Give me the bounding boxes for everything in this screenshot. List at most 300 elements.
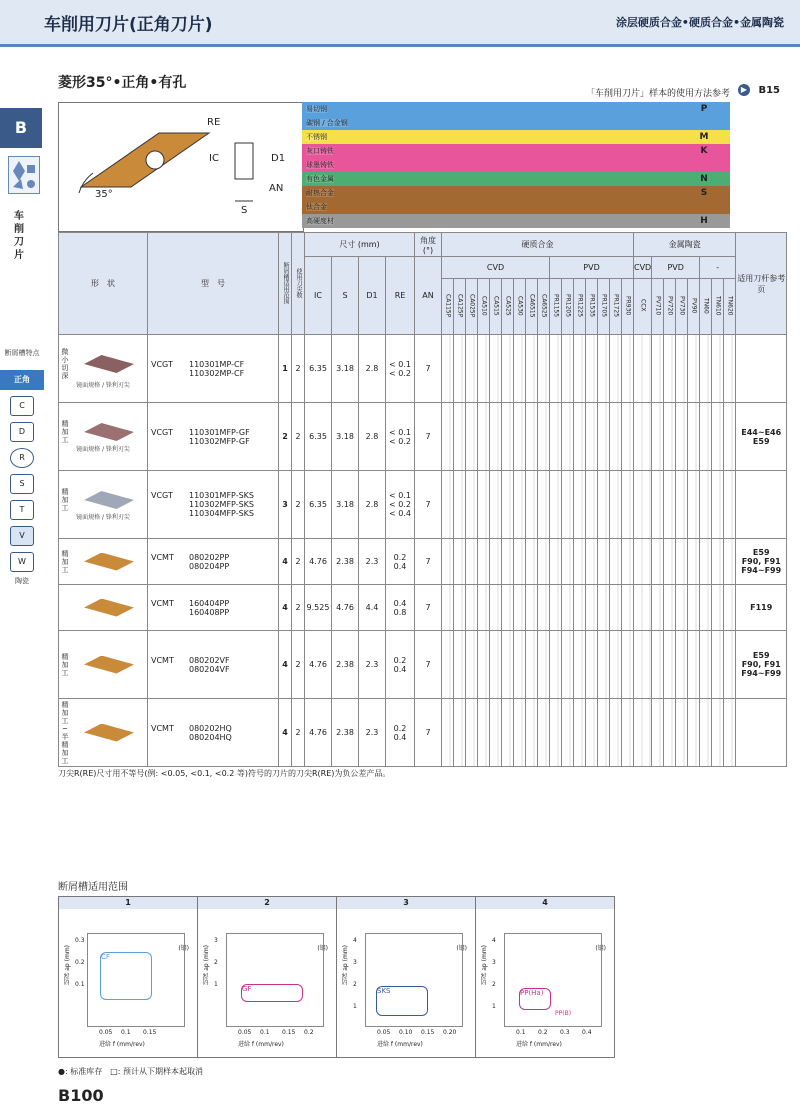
grade-label: TN60 — [702, 297, 710, 314]
grade-cell — [466, 471, 478, 539]
nav-ceramic[interactable]: 陶瓷 — [15, 577, 29, 585]
insert-diagram — [58, 102, 304, 232]
grade-cell — [598, 699, 610, 767]
region-label: GF — [242, 985, 252, 993]
grade-cell — [712, 699, 724, 767]
cell-d1: 2.8 — [359, 335, 386, 403]
grade-cell — [634, 699, 652, 767]
cell-d1: 2.3 — [359, 699, 386, 767]
grade-cell — [466, 631, 478, 699]
grade-cell — [712, 403, 724, 471]
cell-edges: 2 — [292, 585, 305, 631]
grade-cell — [466, 403, 478, 471]
col-cermet-other: - — [700, 257, 736, 279]
dim-re: RE — [386, 257, 415, 335]
grade-cell — [676, 631, 688, 699]
grade-cell — [676, 585, 688, 631]
table-row — [59, 403, 787, 471]
grade-cell — [622, 335, 634, 403]
grade-cell — [676, 471, 688, 539]
arrow-icon[interactable]: ▶ — [738, 84, 750, 96]
grade-label: CA025P — [468, 293, 476, 318]
model-number[interactable]: 110301MFP-SKS 110302MFP-SKS 110304MFP-SKS — [189, 491, 254, 518]
cell-edges: 2 — [292, 403, 305, 471]
grade-cell — [550, 585, 562, 631]
grade-cell — [538, 403, 550, 471]
grade-cell — [442, 403, 454, 471]
material-row — [302, 214, 678, 228]
x-tick: 0.05 — [238, 1029, 252, 1036]
material-label: 易切钢 — [306, 105, 327, 113]
cell-d1: 2.8 — [359, 403, 386, 471]
footnote: 刀尖R(RE)尺寸用不等号(例: <0.05, <0.1, <0.2 等)符号的刀片的刀尖R(RE)为负公差产品。 — [58, 769, 391, 778]
cell-an: 7 — [415, 403, 442, 471]
nav-chipbreaker-features[interactable]: 断屑槽特点 — [4, 349, 40, 357]
nav-shape-s[interactable]: S — [10, 474, 34, 494]
cell-range: 4 — [279, 631, 292, 699]
legend: ●: 标准库存 □: 预计从下期样本起取消 — [58, 1067, 204, 1076]
grade-cell — [538, 335, 550, 403]
cell-an: 7 — [415, 539, 442, 585]
grade-cell — [598, 403, 610, 471]
y-tick: 0.1 — [75, 981, 85, 988]
usage-label: 精加工~半精加工 — [61, 700, 69, 765]
cell-re: < 0.1 < 0.2 — [386, 335, 415, 403]
material-code — [678, 116, 730, 130]
grade-cell — [562, 335, 574, 403]
material-label: 高硬度材 — [306, 217, 334, 225]
grade-cell — [442, 631, 454, 699]
range-region — [241, 984, 303, 1002]
range-region — [376, 986, 428, 1016]
y-tick: 3 — [214, 937, 218, 944]
grade-cell — [724, 699, 736, 767]
grade-label: CA125P — [456, 293, 464, 318]
product-table — [58, 232, 787, 767]
col-cermet-cvd: CVD — [634, 257, 652, 279]
grade-cell — [598, 471, 610, 539]
insert-image — [84, 724, 134, 742]
grade-label: PR930 — [624, 295, 632, 316]
material-label: 有色金属 — [306, 175, 334, 183]
material-row — [302, 102, 678, 116]
cell-an: 7 — [415, 631, 442, 699]
cell-an: 7 — [415, 335, 442, 403]
cell-ic: 6.35 — [305, 471, 332, 539]
grade-label: PR1155 — [552, 293, 560, 318]
grade-label: TN610 — [714, 295, 722, 316]
insert-caption: 镜面规格 / 锋利刃尖 — [76, 446, 130, 453]
grade-cell — [538, 631, 550, 699]
region-label: CF — [101, 953, 110, 961]
cell-ic: 4.76 — [305, 631, 332, 699]
cell-range: 2 — [279, 403, 292, 471]
re-label: RE — [207, 117, 221, 128]
cell-ic: 9.525 — [305, 585, 332, 631]
grade-cell — [478, 539, 490, 585]
grade-label: TN620 — [726, 295, 734, 316]
grade-cell — [574, 631, 586, 699]
table-row — [59, 539, 787, 585]
insert-type: VCMT — [151, 723, 174, 733]
grade-cell — [634, 403, 652, 471]
grade-cell — [622, 585, 634, 631]
col-carbide: 硬质合金 — [442, 233, 634, 257]
grade-cell — [610, 335, 622, 403]
grade-cell — [502, 585, 514, 631]
grade-cell — [688, 699, 700, 767]
panel-unit: (钢) — [178, 945, 189, 952]
grade-cell — [490, 539, 502, 585]
grade-label: PR1535 — [588, 293, 596, 318]
panel-number: 4 — [476, 897, 614, 909]
model-number[interactable]: 110301MP-CF 110302MP-CF — [189, 359, 245, 378]
material-code: N — [678, 172, 730, 186]
grade-cell — [514, 631, 526, 699]
grade-label: PR1225 — [576, 293, 584, 318]
table-row — [59, 335, 787, 403]
cell-range: 4 — [279, 585, 292, 631]
grade-cell — [598, 631, 610, 699]
grade-cell — [478, 631, 490, 699]
grade-cell — [454, 471, 466, 539]
grade-cell — [526, 699, 538, 767]
insert-image — [84, 355, 134, 373]
material-label: 耐热合金 — [306, 189, 334, 197]
grade-cell — [652, 699, 664, 767]
grade-cell — [652, 585, 664, 631]
cell-s: 3.18 — [332, 403, 359, 471]
grade-cell — [490, 471, 502, 539]
grade-cell — [634, 585, 652, 631]
y-tick: 3 — [353, 959, 357, 966]
x-axis-label: 进给 f (mm/rev) — [238, 1041, 284, 1048]
grade-cell — [586, 403, 598, 471]
x-tick: 0.10 — [399, 1029, 413, 1036]
grade-cell — [502, 699, 514, 767]
material-row — [302, 158, 678, 172]
material-label: 球墨铸铁 — [306, 161, 334, 169]
grade-cell — [478, 403, 490, 471]
col-range: 断屑槽适用范围 — [282, 261, 289, 304]
cell-an: 7 — [415, 585, 442, 631]
x-axis-label: 进给 f (mm/rev) — [377, 1041, 423, 1048]
x-tick: 0.05 — [99, 1029, 113, 1036]
cell-re: < 0.1 < 0.2 — [386, 403, 415, 471]
col-shape: 形 状 — [59, 233, 148, 335]
grade-cell — [664, 699, 676, 767]
nav-shape-t[interactable]: T — [10, 500, 34, 520]
grade-cell — [712, 631, 724, 699]
grade-cell — [454, 335, 466, 403]
model-number[interactable]: 080202HQ 080204HQ — [189, 723, 232, 742]
insert-type: VCMT — [151, 552, 174, 562]
grade-cell — [598, 335, 610, 403]
grade-cell — [442, 585, 454, 631]
insert-shapes-icon — [8, 156, 40, 194]
grade-cell — [712, 335, 724, 403]
grade-label: CA6525 — [540, 293, 548, 318]
page-title: 车削用刀片(正角刀片) — [44, 15, 213, 35]
cell-edges: 2 — [292, 335, 305, 403]
table-row — [59, 471, 787, 539]
cell-d1: 2.8 — [359, 471, 386, 539]
grade-cell — [676, 335, 688, 403]
cell-s: 2.38 — [332, 699, 359, 767]
grade-cell — [688, 585, 700, 631]
nav-shape-w[interactable]: W — [10, 552, 34, 572]
cell-s: 2.38 — [332, 631, 359, 699]
x-tick: 0.05 — [377, 1029, 391, 1036]
page-subtitle: 涂层硬质合金•硬质合金•金属陶瓷 — [615, 16, 784, 29]
material-row — [302, 116, 678, 130]
region-label-2: PP(B) — [555, 1010, 572, 1017]
grade-cell — [610, 471, 622, 539]
table-row — [59, 585, 787, 631]
grade-cell — [562, 699, 574, 767]
grade-label: CA515 — [492, 295, 500, 316]
grade-cell — [652, 539, 664, 585]
grade-cell — [526, 335, 538, 403]
material-row — [302, 130, 678, 144]
holder-refs[interactable] — [736, 471, 787, 539]
y-axis-label: 切深 ap (mm) — [203, 945, 210, 985]
grade-cell — [700, 631, 712, 699]
table-row — [59, 631, 787, 699]
grade-cell — [712, 471, 724, 539]
chipbreaker-panel — [475, 896, 615, 1058]
y-tick: 4 — [492, 937, 496, 944]
grade-cell — [622, 699, 634, 767]
range-region — [100, 952, 152, 1000]
grade-label: CA115P — [444, 293, 452, 318]
grade-cell — [586, 585, 598, 631]
grade-cell — [454, 585, 466, 631]
insert-type: VCGT — [151, 359, 173, 369]
cell-an: 7 — [415, 471, 442, 539]
grade-label: PR1205 — [564, 293, 572, 318]
grade-cell — [478, 585, 490, 631]
grade-cell — [652, 403, 664, 471]
grade-cell — [622, 403, 634, 471]
grade-cell — [634, 631, 652, 699]
grade-cell — [478, 699, 490, 767]
grade-cell — [562, 539, 574, 585]
grade-cell — [550, 471, 562, 539]
holder-refs[interactable]: E59 F90, F91 F94~F99 — [736, 539, 787, 585]
x-tick: 0.1 — [121, 1029, 131, 1036]
col-edges: 使用刀尖数 — [295, 267, 302, 298]
model-number[interactable]: 160404PP 160408PP — [189, 598, 230, 617]
insert-caption: 镜面规格 / 锋利刃尖 — [76, 514, 130, 521]
cell-s: 2.38 — [332, 539, 359, 585]
y-axis-label: 切深 ap (mm) — [342, 945, 349, 985]
x-tick: 0.2 — [304, 1029, 314, 1036]
grade-cell — [676, 403, 688, 471]
grade-cell — [454, 403, 466, 471]
grade-cell — [442, 699, 454, 767]
grade-cell — [622, 471, 634, 539]
grade-cell — [586, 631, 598, 699]
insert-image — [84, 656, 134, 674]
grade-cell — [676, 539, 688, 585]
grade-cell — [688, 539, 700, 585]
dim-an: AN — [415, 257, 442, 335]
model-number[interactable]: 080202PP 080204PP — [189, 552, 230, 571]
grade-cell — [502, 539, 514, 585]
nav-positive[interactable]: 正角 — [0, 370, 44, 390]
grade-cell — [466, 335, 478, 403]
grade-cell — [526, 539, 538, 585]
table-row — [59, 699, 787, 767]
col-cvd: CVD — [442, 257, 550, 279]
insert-drawing — [59, 103, 303, 231]
holder-refs[interactable] — [736, 699, 787, 767]
holder-refs[interactable]: F119 — [736, 585, 787, 631]
dim-d1: D1 — [359, 257, 386, 335]
grade-label: PV90 — [690, 297, 698, 314]
insert-type: VCGT — [151, 491, 173, 500]
grade-cell — [502, 471, 514, 539]
y-tick: 4 — [353, 937, 357, 944]
grade-label: CA525 — [504, 295, 512, 316]
grade-cell — [466, 539, 478, 585]
x-tick: 0.1 — [260, 1029, 270, 1036]
panel-number: 1 — [59, 897, 197, 909]
cell-ic: 4.76 — [305, 699, 332, 767]
grade-cell — [514, 471, 526, 539]
grade-cell — [712, 539, 724, 585]
grade-cell — [502, 631, 514, 699]
nav-shape-v[interactable]: V — [10, 526, 34, 546]
cell-an: 7 — [415, 699, 442, 767]
material-row — [302, 172, 678, 186]
material-code: K — [678, 144, 730, 158]
grade-cell — [490, 585, 502, 631]
grade-cell — [574, 335, 586, 403]
sidebar-nav — [0, 348, 44, 596]
grade-cell — [688, 403, 700, 471]
y-tick: 2 — [492, 981, 496, 988]
reference-page-link[interactable]: B15 — [758, 85, 780, 96]
material-label: 不锈钢 — [306, 133, 327, 141]
nav-shape-c[interactable]: C — [10, 396, 34, 416]
col-refs: 适用刀杆参考页 — [736, 233, 787, 335]
chipbreaker-title: 断屑槽适用范围 — [58, 882, 128, 893]
grade-cell — [598, 585, 610, 631]
cell-range: 4 — [279, 699, 292, 767]
cell-d1: 2.3 — [359, 539, 386, 585]
grade-cell — [526, 471, 538, 539]
plot-area — [87, 933, 185, 1027]
y-tick: 2 — [214, 959, 218, 966]
grade-cell — [700, 539, 712, 585]
grade-cell — [526, 403, 538, 471]
grade-cell — [562, 585, 574, 631]
y-tick: 3 — [492, 959, 496, 966]
insert-image — [84, 491, 134, 509]
nav-shape-d[interactable]: D — [10, 422, 34, 442]
grade-cell — [712, 585, 724, 631]
cell-ic: 6.35 — [305, 335, 332, 403]
grade-cell — [610, 585, 622, 631]
grade-cell — [550, 403, 562, 471]
usage-label: 精加工 — [61, 488, 69, 512]
range-region — [519, 988, 551, 1010]
x-tick: 0.20 — [443, 1029, 457, 1036]
nav-shape-r[interactable]: R — [10, 448, 34, 468]
page-number: B100 — [58, 1086, 104, 1105]
insert-type: VCGT — [151, 427, 173, 437]
panel-unit: (钢) — [317, 945, 328, 952]
grade-cell — [514, 585, 526, 631]
dim-ic: IC — [305, 257, 332, 335]
grade-cell — [550, 699, 562, 767]
cell-edges: 2 — [292, 699, 305, 767]
region-label: PP(Ha) — [520, 989, 544, 997]
y-tick: 0.2 — [75, 959, 85, 966]
usage-label: 精加工 — [61, 549, 69, 574]
reference-text: 「车削用刀片」样本的使用方法参考 — [585, 89, 730, 99]
plot-area — [504, 933, 602, 1027]
material-label: 灰口铸铁 — [306, 147, 334, 155]
chipbreaker-panel — [58, 896, 198, 1058]
grade-cell — [586, 335, 598, 403]
material-code: S — [678, 186, 730, 200]
grade-cell — [664, 585, 676, 631]
x-tick: 0.1 — [516, 1029, 526, 1036]
grade-cell — [700, 335, 712, 403]
grade-cell — [652, 335, 664, 403]
grade-cell — [610, 631, 622, 699]
cell-range: 1 — [279, 335, 292, 403]
grade-cell — [574, 403, 586, 471]
grade-cell — [724, 539, 736, 585]
y-tick: 0.3 — [75, 937, 85, 944]
chapter-tab[interactable]: B — [0, 108, 42, 148]
grade-cell — [574, 585, 586, 631]
grade-cell — [724, 471, 736, 539]
holder-refs[interactable]: E59 F90, F91 F94~F99 — [736, 631, 787, 699]
grade-cell — [700, 403, 712, 471]
grade-cell — [490, 631, 502, 699]
grade-cell — [610, 539, 622, 585]
grade-cell — [688, 471, 700, 539]
insert-image — [84, 553, 134, 571]
model-number[interactable]: 110301MFP-GF 110302MFP-GF — [189, 427, 250, 446]
chapter-label: 车削刀片 — [14, 211, 24, 261]
grade-cell — [634, 471, 652, 539]
d1-label: D1 — [271, 153, 286, 164]
panel-unit: (钢) — [595, 945, 606, 952]
grade-label: PV720 — [666, 295, 674, 316]
material-row — [302, 200, 678, 214]
insert-image — [84, 599, 134, 617]
holder-refs[interactable]: E44~E46 E59 — [736, 403, 787, 471]
region-label: SKS — [377, 987, 391, 995]
material-label: 碳钢 / 合金钢 — [306, 119, 348, 127]
grade-cell — [676, 699, 688, 767]
x-axis-label: 进给 f (mm/rev) — [99, 1041, 145, 1048]
cell-range: 3 — [279, 471, 292, 539]
grade-cell — [664, 471, 676, 539]
grade-label: CA6515 — [528, 293, 536, 318]
holder-refs[interactable] — [736, 335, 787, 403]
y-tick: 1 — [214, 981, 218, 988]
grade-cell — [622, 631, 634, 699]
x-tick: 0.15 — [282, 1029, 296, 1036]
model-number[interactable]: 080202VF 080204VF — [189, 655, 230, 674]
